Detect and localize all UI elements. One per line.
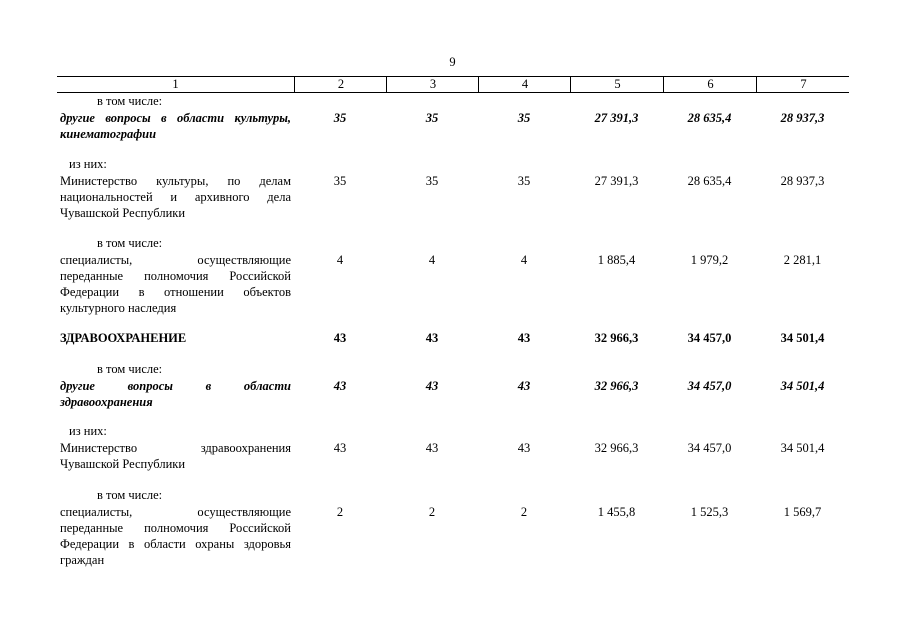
row-value-col7: 34 501,4 [780, 441, 825, 455]
column-header-3: 3 [386, 77, 479, 92]
row-label: специалисты, осуществляющие переданные полномочия Российской Федерации в отношении объектов культурного наследия [60, 253, 291, 315]
row-value-col5: 32 966,3 [594, 331, 639, 345]
row-label: Министерство здравоохранения Чувашской Республики [60, 441, 291, 471]
table-header [57, 76, 849, 93]
row-value-col5: 1 455,8 [597, 505, 636, 519]
row-value-col3: 4 [428, 253, 436, 267]
row-label: другие вопросы в области здравоохранения [60, 379, 291, 409]
row-sublabel: из них: [69, 157, 107, 171]
row-value-col5: 1 885,4 [597, 253, 636, 267]
row-value-col7: 2 281,1 [783, 253, 822, 267]
row-value-col4: 35 [517, 174, 531, 188]
page-number: 9 [449, 55, 456, 69]
row-label: ЗДРАВООХРАНЕНИЕ [60, 331, 187, 345]
row-value-col7: 28 937,3 [780, 174, 825, 188]
column-header-4: 4 [478, 77, 571, 92]
row-value-col5: 27 391,3 [594, 111, 639, 125]
row-value-col6: 1 979,2 [690, 253, 729, 267]
row-value-col2: 35 [333, 174, 347, 188]
row-value-col6: 28 635,4 [687, 111, 732, 125]
row-value-col6: 34 457,0 [687, 441, 732, 455]
row-value-col4: 2 [520, 505, 528, 519]
column-header-5: 5 [570, 77, 664, 92]
row-value-col5: 32 966,3 [594, 441, 639, 455]
row-value-col5: 32 966,3 [594, 379, 639, 393]
row-value-col4: 43 [517, 379, 531, 393]
row-sublabel: в том числе: [97, 236, 163, 250]
row-value-col6: 34 457,0 [687, 331, 732, 345]
column-header-6: 6 [663, 77, 757, 92]
row-value-col6: 28 635,4 [687, 174, 732, 188]
row-label: другие вопросы в области культуры, кинематографии [60, 111, 291, 141]
row-value-col6: 34 457,0 [687, 379, 732, 393]
row-value-col3: 43 [425, 441, 439, 455]
row-value-col2: 43 [333, 441, 347, 455]
row-value-col2: 35 [333, 111, 347, 125]
row-label: Министерство культуры, по делам национальностей и архивного дела Чувашской Республики [60, 174, 291, 220]
row-sublabel: в том числе: [97, 488, 163, 502]
column-header-1: 1 [172, 77, 179, 91]
column-header-2: 2 [294, 77, 387, 92]
row-value-col3: 35 [425, 174, 439, 188]
row-value-col7: 1 569,7 [783, 505, 822, 519]
row-value-col2: 43 [333, 331, 347, 345]
column-header-7: 7 [756, 77, 850, 92]
row-value-col4: 35 [517, 111, 531, 125]
row-value-col6: 1 525,3 [690, 505, 729, 519]
row-sublabel: в том числе: [97, 362, 163, 376]
row-value-col4: 43 [517, 331, 531, 345]
row-value-col3: 43 [425, 331, 439, 345]
row-value-col2: 4 [336, 253, 344, 267]
row-value-col7: 28 937,3 [780, 111, 825, 125]
row-value-col2: 43 [333, 379, 347, 393]
row-sublabel: в том числе: [97, 94, 163, 108]
row-value-col3: 35 [425, 111, 439, 125]
row-label: специалисты, осуществляющие переданные полномочия Российской Федерации в области охраны здоровья граждан [60, 505, 291, 567]
row-value-col4: 43 [517, 441, 531, 455]
row-value-col7: 34 501,4 [780, 379, 825, 393]
row-value-col3: 2 [428, 505, 436, 519]
row-value-col3: 43 [425, 379, 439, 393]
row-value-col2: 2 [336, 505, 344, 519]
row-value-col7: 34 501,4 [780, 331, 825, 345]
row-value-col4: 4 [520, 253, 528, 267]
row-sublabel: из них: [69, 424, 107, 438]
row-value-col5: 27 391,3 [594, 174, 639, 188]
